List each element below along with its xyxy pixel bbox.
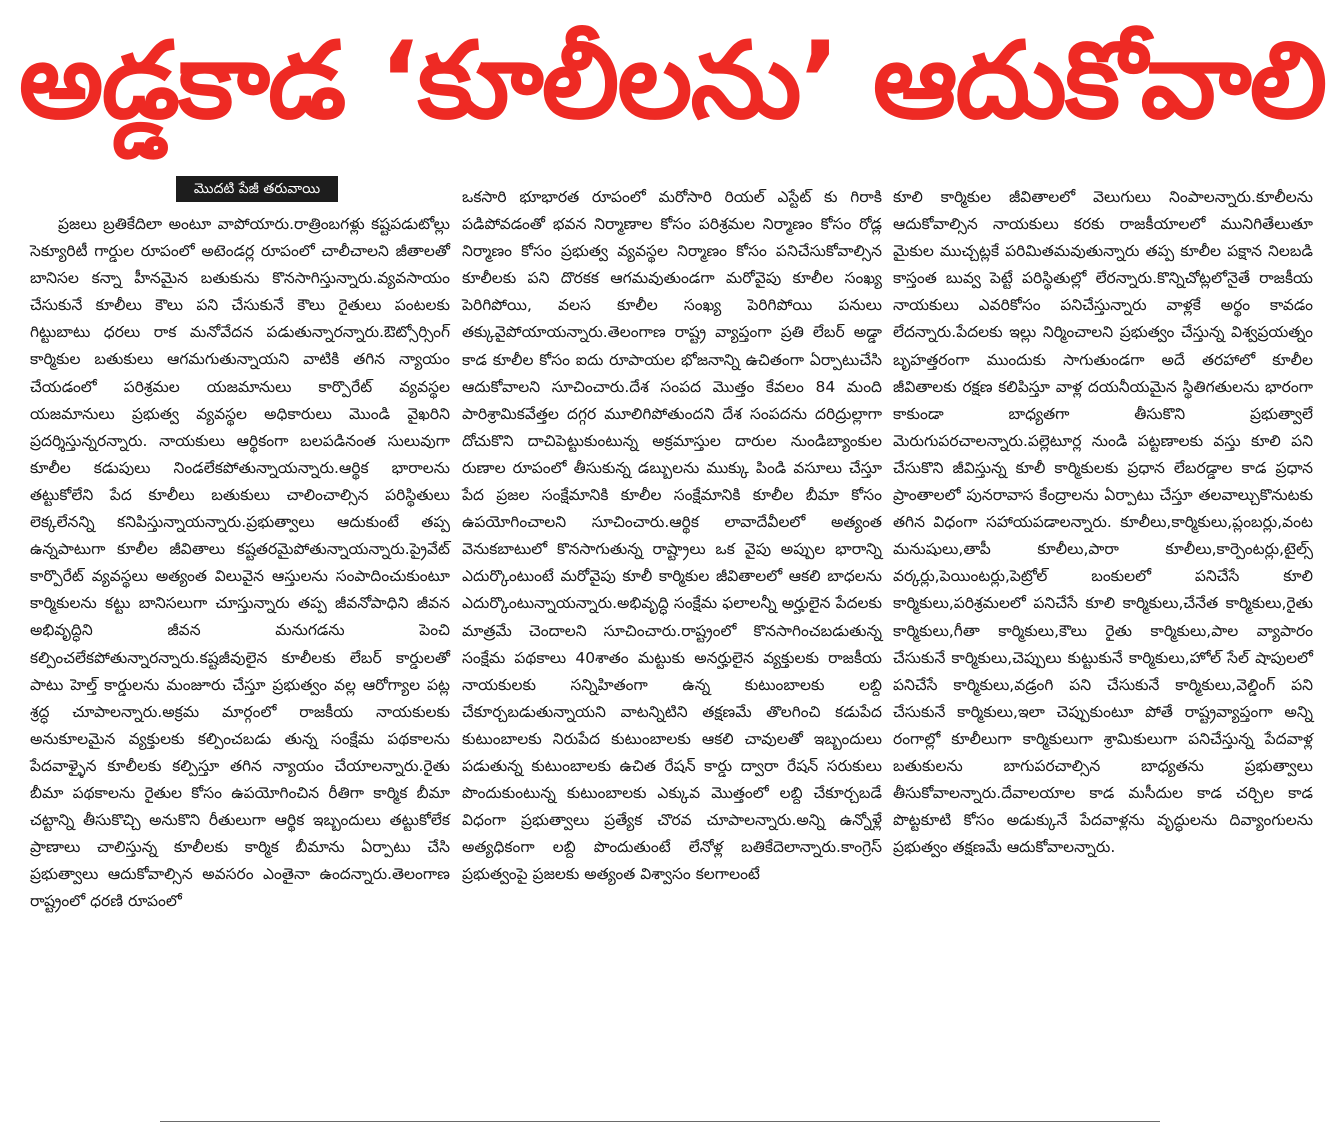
article-column-1 [30,211,450,1107]
column-2-text: ఒకసారి భూభారత రూపంలో మరోసారి రియల్ ఎస్టేట్ కు గిరాకి పడిపోవడంతో భవన నిర్మాణాల కోసం పరిశ్రమల నిర్మాణం కోసం రోడ్ల నిర్మాణం కోసం ప్రభుత్వ వ్యవస్థల నిర్మాణం కోసం పనిచేసుకోవాల్సిన కూలీలకు పని దొరకక ఆగమవుతుండగా మరోవైపు కూలీల సంఖ్య పెరిగిపోయి, వలస కూలీల సంఖ్య పెరిగిపోయి పనులు తక్కువైపోయాయన్నారు.తెలంగాణ రాష్ట్ర వ్యాప్తంగా ప్రతి లేబర్ అడ్డా కాడ కూలీల కోసం ఐదు రూపాయల భోజనాన్ని ఉచితంగా ఏర్పాటుచేసి ఆదుకోవాలని సూచించారు.దేశ సంపద మొత్తం కేవలం 84 మంది పారిశ్రామికవేత్తల దగ్గర మూలిగిపోతుందని దేశ సంపదను దరిద్రుల్లాగా దోచుకొని దాచిపెట్టుకుంటున్న అక్రమాస్తుల దారుల నుండిబ్యాంకుల రుణాల రూపంలో తీసుకున్న డబ్బులను ముక్కు పిండి వసూలు చేస్తూ పేద ప్రజల సంక్షేమానికి కూలీల సంక్షేమానికి కూలీల బీమా కోసం ఉపయోగించాలని సూచించారు.ఆర్థిక లావాదేవీలలో అత్యంత వెనుకబాటులో కొనసాగుతున్న రాష్ట్రాలు ఒక వైపు అప్పుల భారాన్ని ఎదుర్కొంటుంటే మరోవైపు కూలీ కార్మికుల జీవితాలలో ఆకలి బాధలను ఎదుర్కొంటున్నాయన్నారు.అభివృద్ధి సంక్షేమ ఫలాలన్నీ అర్హులైన పేదలకు మాత్రమే చెందాలని సూచించారు.రాష్ట్రంలో కొనసాగించబడుతున్న సంక్షేమ పథకాలు 40శాతం మట్టుకు అనర్హులైన వ్యక్తులకు రాజకీయ నాయకులకు సన్నిహితంగా ఉన్న కుటుంబాలకు లబ్ది చేకూర్చబడుతున్నాయని వాటన్నిటిని తక్షణమే తొలగించి కడుపేద కుటుంబాలకు నిరుపేద కుటుంబాలకు ఆకలి చావులతో ఇబ్బందులు పడుతున్న కుటుంబాలకు ఉచిత రేషన్ కార్డు ద్వారా రేషన్ సరుకులు పొందుకుంటున్న కుటుంబాలకు ఎక్కువ మొత్తంలో లబ్ది చేకూర్చబడే విధంగా ప్రభుత్వాలు ప్రత్యేక చొరవ చూపాలన్నారు.అన్ని ఉన్నోళ్లే అత్యధికంగా లబ్ది పొందుతుంటే లేనోళ్ల బతికేదెలాన్నారు.కాంగ్రెస్ ప్రభుత్వంపై ప్రజలకు అత్యంత విశ్వాసం కలగాలంటే [462,188,882,884]
article-column-2 [462,184,882,1107]
article-column-3 [893,184,1313,1107]
bottom-rule [160,1121,1160,1122]
column-3-text: కూలి కార్మికుల జీవితాలలో వెలుగులు నింపాలన్నారు.కూలీలను ఆదుకోవాల్సిన నాయకులు కరకు రాజకీయాలలో మునిగితేలుతూ మైకుల ముచ్చట్లకే పరిమితమవుతున్నారు తప్ప కూలీల పక్షాన నిలబడి కాస్తంత బువ్వ పెట్టే పరిస్థితుల్లో లేరన్నారు.కొన్నిచోట్లలోనైతే రాజకీయ నాయకులు ఎవరికోసం పనిచేస్తున్నారు వాళ్లకే అర్థం కావడం లేదన్నారు.పేదలకు ఇల్లు నిర్మించాలని ప్రభుత్వం చేస్తున్న విశ్వప్రయత్నం బృహత్తరంగా ముందుకు సాగుతుండగా అదే తరహాలో కూలీల జీవితాలకు రక్షణ కలిపిస్తూ వాళ్ల దయనీయమైన స్థితిగతులను భారంగా కాకుండా బాధ్యతగా తీసుకొని ప్రభుత్వాలే మెరుగుపరచాలన్నారు.పల్లెటూర్ల నుండి పట్టణాలకు వస్తు కూలి పని చేసుకొని జీవిస్తున్న కూలీ కార్మికులకు ప్రధాన లేబరడ్డాల కాడ ప్రధాన ప్రాంతాలలో పునరావాస కేంద్రాలను ఏర్పాటు చేస్తూ తలవాల్చుకొనుటకు తగిన విధంగా సహాయపడాలన్నారు. కూలీలు,కార్మికులు,ప్లంబర్లు,వంట మనుషులు,తాపీ కూలీలు,పారా కూలీలు,కార్పెంటర్లు,టైల్స్ వర్కర్లు,పెయింటర్లు,పెట్రోల్ బంకులలో పనిచేసే కూలి కార్మికులు,పరిశ్రమలలో పనిచేసే కూలి కార్మికులు,చేనేత కార్మికులు,రైతు కార్మికులు,గీతా కార్మికులు,కౌలు రైతు కార్మికులు,పాల వ్యాపారం చేసుకునే కార్మికులు,చెప్పులు కుట్టుకునే కార్మికులు,హోల్ సేల్ షాపులలో పనిచేసే కార్మికులు,వడ్రంగి పని చేసుకునే కార్మికులు,వెల్డింగ్ పని చేసుకునే కార్మికులు,ఇలా చెప్పుకుంటూ పోతే రాష్ట్రవ్యాప్తంగా అన్ని రంగాల్లో కూలీలుగా కార్మికులుగా శ్రామికులుగా పనిచేస్తున్న పేదవాళ్ల బతుకులను బాగుపరచాల్సిన బాధ్యతను ప్రభుత్వాలు తీసుకోవాలన్నారు.దేవాలయాల కాడ మసీదుల కాడ చర్చిల కాడ పొట్టకూటి కోసం అడుక్కునే పేదవాళ్లను వృద్ధులను దివ్యాంగులను ప్రభుత్వం తక్షణమే ఆదుకోవాలన్నారు. [893,188,1313,857]
column-1-text: ప్రజలు బ్రతికేదిలా అంటూ వాపోయారు.రాత్రింబగళ్లు కష్టపడుటోల్లు సెక్యూరిటీ గార్డుల రూపంలో అటెండర్ల రూపంలో చాలీచాలని జీతాలతో బానిసల కన్నా హీనమైన బతుకును కొనసాగిస్తున్నారు.వ్యవసాయం చేసుకునే కూలీలు కౌలు పని చేసుకునే కౌలు రైతులు పంటలకు గిట్టుబాటు ధరలు రాక మనోవేదన పడుతున్నారన్నారు.ఔట్సోర్సింగ్ కార్మికుల బతుకులు ఆగమగుతున్నాయని వాటికి తగిన న్యాయం చేయడంలో పరిశ్రమల యజమానులు కార్పొరేట్ వ్యవస్థల యజమానులు ప్రభుత్వ వ్యవస్థల అధికారులు మొండి వైఖరిని ప్రదర్శిస్తున్నరన్నారు. నాయకులు ఆర్థికంగా బలపడినంత సులువుగా కూలీల కడుపులు నిండలేకపోతున్నాయన్నారు.ఆర్థిక భారాలను తట్టుకోలేని పేద కూలీలు బతుకులు చాలించాల్సిన పరిస్థితులు లెక్కలేనన్ని కనిపిస్తున్నాయన్నారు.ప్రభుత్వాలు ఆదుకుంటే తప్ప ఉన్నపాటుగా కూలీల జీవితాలు కష్టతరమైపోతున్నాయన్నారు.ప్రైవేట్ కార్పొరేట్ వ్యవస్థలు అత్యంత విలువైన ఆస్తులను సంపాదించుకుంటూ కార్మికులను కట్టు బానిసలుగా చూస్తున్నారు తప్ప జీవనోపాధిని జీవన అభివృద్ధిని జీవన మనుగడను పెంచి కల్పించలేకపోతున్నారన్నారు.కష్టజీవులైన కూలీలకు లేబర్ కార్డులతో పాటు హెల్త్ కార్డులను మంజూరు చేస్తూ ప్రభుత్వం వల్ల ఆరోగ్యాల పట్ల శ్రద్ధ చూపాలన్నారు.అక్రమ మార్గంలో రాజకీయ నాయకులకు అనుకూలమైన వ్యక్తులకు కల్పించబడు తున్న సంక్షేమ పథకాలను పేదవాళ్ళైన కూలీలకు కల్పిస్తూ తగిన న్యాయం చేయాలన్నారు.రైతు బీమా పథకాలను రైతుల కోసం ఉపయోగించిన రీతిగా కార్మిక బీమా చట్టాన్ని తీసుకొచ్చి అనుకొని రీతులుగా ఆర్థిక ఇబ్బందులు తట్టుకోలేక ప్రాణాలు చాలిస్తున్న కూలీలకు కార్మిక బీమాను ఏర్పాటు చేసి ప్రభుత్వాలు ఆదుకోవాల్సిన అవసరం ఎంతైనా ఉందన్నారు.తెలంగాణ రాష్ట్రంలో ధరణి రూపంలో [30,215,450,911]
headline: అడ్డకాడ ‘కూలీలను’ ఆదుకోవాలి [18,19,1326,142]
continuation-tag: మొదటి పేజీ తరువాయి [176,176,338,202]
